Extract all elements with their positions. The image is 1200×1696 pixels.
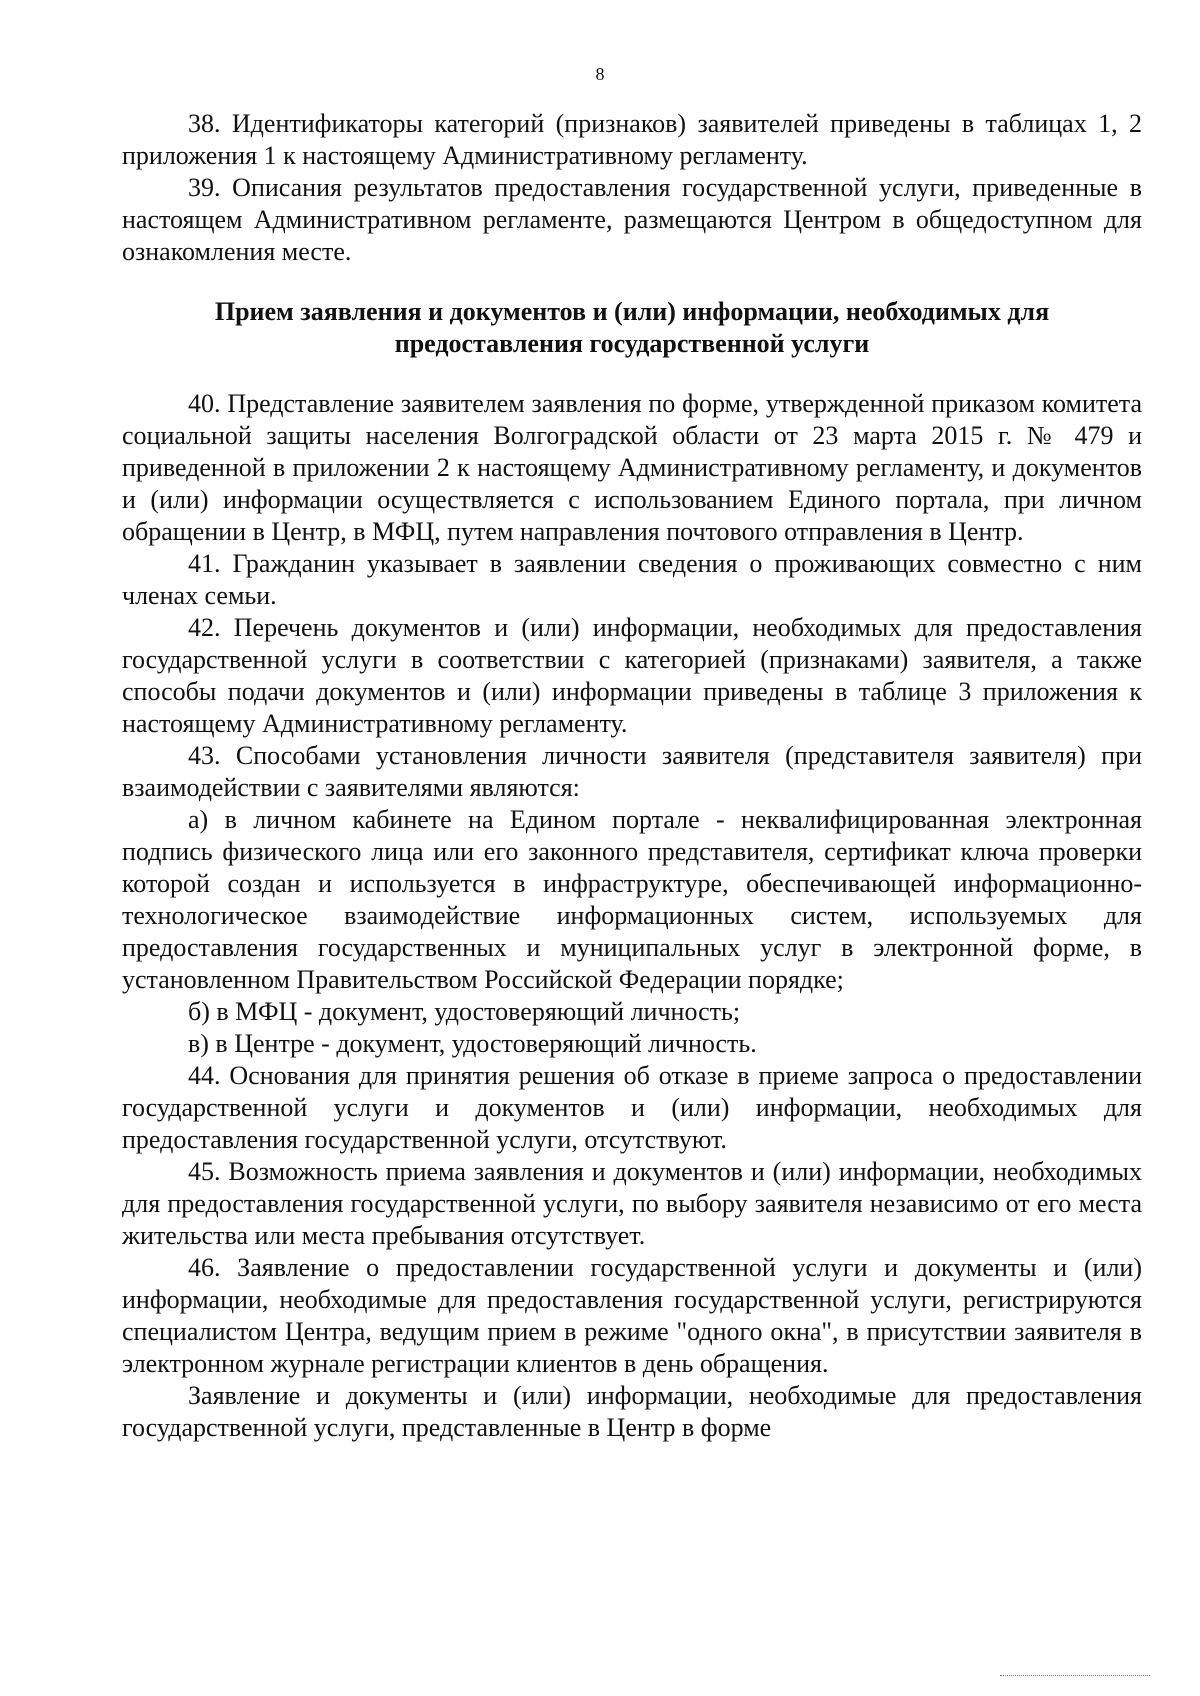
paragraph-41: 41. Гражданин указывает в заявлении сведения о проживающих совместно с ним членах семьи. — [122, 549, 1142, 610]
paragraph-43: 43. Способами установления личности заявителя (представителя заявителя) при взаимодействии с заявителями являются: — [122, 741, 1142, 802]
list-item-b: б) в МФЦ - документ, удостоверяющий личность; — [188, 997, 741, 1026]
paragraph-46-continuation: Заявление и документы и (или) информации, необходимые для предоставления государственной услуги, представленные в Центр в форме — [122, 1381, 1142, 1442]
section-heading: Прием заявления и документов и (или) информации, необходимых для предоставления государственной услуги — [214, 297, 1050, 358]
paragraph-40: 40. Представление заявителем заявления по форме, утвержденной приказом комитета социальной защиты населения Волгоградской области от 23 марта 2015 г. № 479 и приведенной в приложении 2 к настоящему Административному регламенту, и документов и (или) информации осуществляется с использованием Единого портала, при личном обращении в Центр, в МФЦ, путем направления почтового отправления в Центр. — [122, 389, 1142, 546]
paragraph-38: 38. Идентификаторы категорий (признаков) заявителей приведены в таблицах 1, 2 приложения 1 к настоящему Административному регламенту. — [122, 109, 1142, 170]
paragraph-44: 44. Основания для принятия решения об отказе в приеме запроса о предоставлении государственной услуги и документов и (или) информации, необходимых для предоставления государственной услуги, отсутствуют. — [122, 1061, 1142, 1154]
list-item-a: а) в личном кабинете на Едином портале - неквалифицированная электронная подпись физического лица или его законного представителя, сертификат ключа проверки которой создан и используется в инфраструктуре, обеспечивающей информационно-технологическое взаимодействие информационных систем, используемых для предоставления государственных и муниципальных услуг в электронной форме, в установленном Правительством Российской Федерации порядке; — [122, 805, 1142, 994]
footer-dotted-rule — [1000, 1675, 1150, 1676]
page-number: 8 — [595, 64, 605, 84]
paragraph-46: 46. Заявление о предоставлении государственной услуги и документы и (или) информации, необходимые для предоставления государственной услуги, регистрируются специалистом Центра, ведущим прием в режиме "одного окна", в присутствии заявителя в электронном журнале регистрации клиентов в день обращения. — [122, 1253, 1142, 1378]
paragraph-39: 39. Описания результатов предоставления государственной услуги, приведенные в настоящем Административном регламенте, размещаются Центром в общедоступном для ознакомления месте. — [122, 173, 1142, 266]
paragraph-45: 45. Возможность приема заявления и документов и (или) информации, необходимых для предоставления государственной услуги, по выбору заявителя независимо от его места жительства или места пребывания отсутствует. — [122, 1157, 1142, 1250]
document-body — [122, 108, 1142, 1444]
list-item-v: в) в Центре - документ, удостоверяющий личность. — [188, 1029, 757, 1058]
paragraph-42: 42. Перечень документов и (или) информации, необходимых для предоставления государственной услуги в соответствии с категорией (признаками) заявителя, а также способы подачи документов и (или) информации приведены в таблице 3 приложения к настоящему Административному регламенту. — [122, 613, 1142, 738]
